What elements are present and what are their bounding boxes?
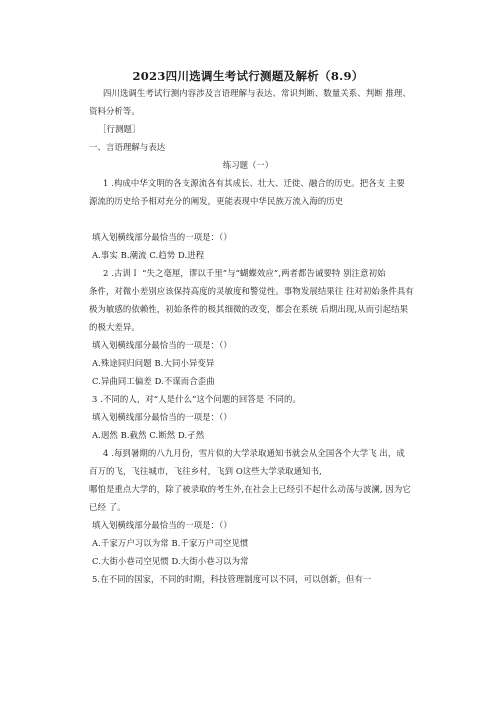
question-3-prompt: 填入划横线部分最恰当的一项是：（） [92, 412, 232, 422]
section-tag: ［行测题］ [98, 124, 141, 134]
question-4-options-ab: A.千家万户习以为常 B.千家万户司空见惯 [92, 538, 249, 548]
question-4-line-2: 百万的飞，飞往城市，飞往乡村，飞到 O这些大学录取通知书, [89, 466, 322, 476]
question-4-options-cd: C.大街小巷司空见惯 D.大街小巷习以为常 [92, 556, 249, 566]
question-4-prompt: 填入划横线部分最恰当的一项是：（） [92, 520, 232, 530]
question-2-prompt: 填入划横线部分最恰当的一项是：（） [92, 340, 232, 350]
question-2-line-4: 的极大差异。 [89, 322, 140, 332]
question-4-line-1: 4 .每到暑期的八九月份，雪片似的大学录取通知书就会从全国各个大学飞 出，成 [103, 448, 405, 458]
exercise-heading: 练习题（一） [222, 160, 274, 170]
intro-line-2: 资料分析等。 [89, 106, 140, 116]
question-2-line-1: 2 .古训Ｉ “失之毫厘，谬以千里”与“蝴蝶效应”,两者都告诫要特 别注意初始 [103, 268, 386, 278]
question-2-line-2: 条件，对微小差别应该保持高度的灵敏度和警觉性。事物发展结果往 往对初始条件具有 [89, 286, 414, 296]
question-5-line-1: 5.在不同的国家，不同的时期，科技管理制度可以不同，可以创新，但有一 [92, 574, 372, 584]
question-2-options-cd: C.异曲同工偏差 D.不谋而合歪曲 [92, 376, 215, 386]
question-1-options: A.事实 B.潮流 C.趋势 D.进程 [92, 250, 205, 260]
intro-line-1: 四川选调生考试行测内容涉及言语理解与表达、常识判断、数量关系、判断 推理、 [103, 88, 411, 98]
page-title: 2023四川选调生考试行测题及解析（8.9） [132, 69, 364, 83]
question-1-line-1: 1 .构成中华文明的各支源流各有其成长、壮大、迁徙、融合的历史。把各支 主要 [103, 178, 405, 188]
question-3-line-1: 3 .不同的人，对“人是什么”这个问题的回答是 不同的。 [92, 394, 301, 404]
part-heading: 一、言语理解与表达 [89, 142, 166, 152]
question-1-line-2: 源流的历史给予相对充分的阐发，更能表现中华民族万流入海的历史 [89, 196, 344, 206]
question-3-options: A.迥然 B.截然 C.断然 D.孑然 [92, 430, 205, 440]
question-4-line-3: 哪怕是重点大学的，除了被录取的考生外,在社会上已经引不起什么动荡与波澜, 因为它 [89, 484, 411, 494]
question-2-options-ab: A.殊途同归问题 B.大同小异变异 [92, 358, 215, 368]
question-4-line-4: 已经 了。 [89, 502, 126, 512]
question-2-line-3: 极为敏感的依赖性，初始条件的极其细微的改变，都会在系统 后期出现,从而引起结果 [89, 304, 409, 314]
question-1-prompt: 填入划横线部分最恰当的一项是：（） [92, 232, 232, 242]
